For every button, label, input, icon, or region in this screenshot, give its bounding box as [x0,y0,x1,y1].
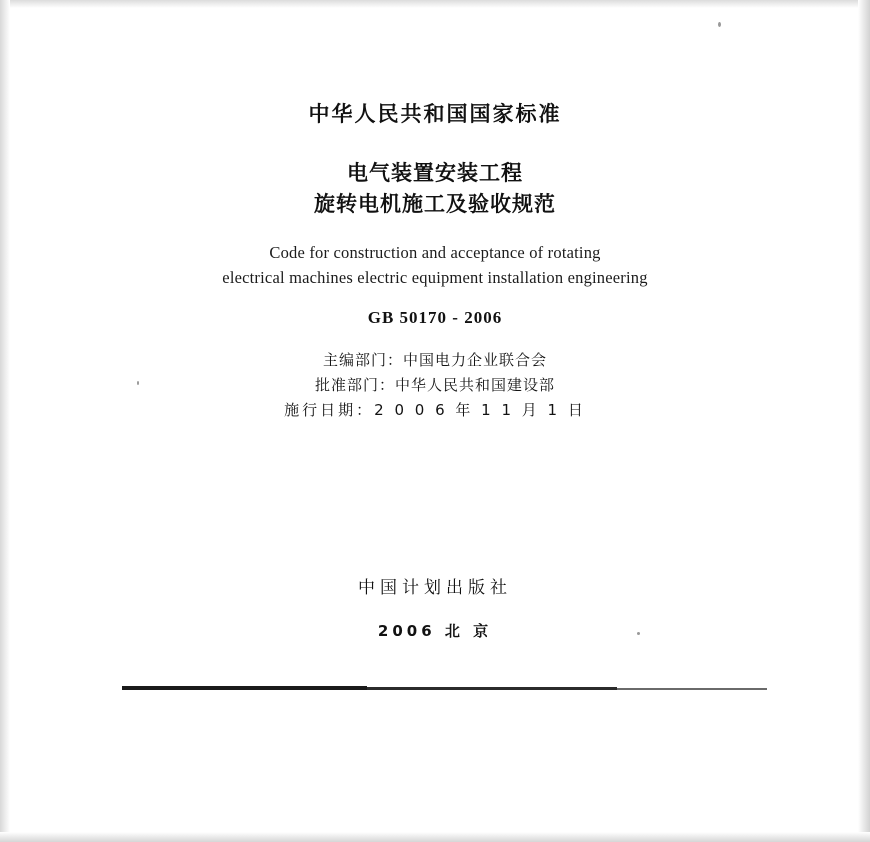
title-line-1: 电气装置安装工程 [347,161,523,185]
meta-effective-date: 施行日期：2 0 0 6 年 1 1 月 1 日 [284,401,586,419]
scan-edge-bottom [0,832,870,842]
meta-approving-department: 批准部门：中华人民共和国建设部 [314,376,555,394]
standard-code: GB 50170 - 2006 [367,308,503,327]
meta-editing-department: 主编部门：中国电力企业联合会 [322,351,547,369]
english-title-line-1: Code for construction and acceptance of rotating [269,243,601,262]
national-standard-header: 中华人民共和国国家标准 [308,102,562,126]
english-title-line-2: electrical machines electric equipment installation engineering [222,268,648,287]
document-title [0,158,870,220]
english-title [0,240,870,290]
publisher-name: 中国计划出版社 [358,578,512,598]
horizontal-rule [122,686,767,690]
rule-segment-left [122,686,367,690]
publication-year-place: 2006 北 京 [377,622,493,640]
rule-segment-right [617,688,767,690]
document-metadata [0,348,870,423]
title-line-2: 旋转电机施工及验收规范 [314,192,556,216]
rule-segment-middle [367,687,617,690]
